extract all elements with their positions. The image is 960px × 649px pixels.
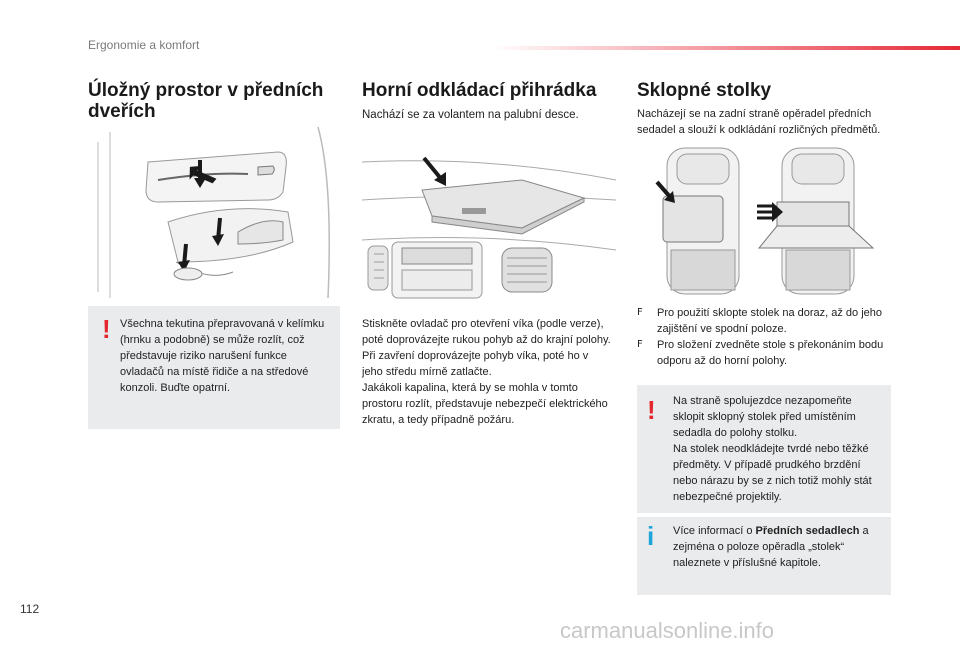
upper-compartment-instructions bbox=[362, 316, 612, 428]
warning-text: Všechna tekutina přepravovaná v kelímku (hrnku a podobně) se může rozlít, což představuje riziko narušení funkce ovladačů na místě řidiče a na středové konzoli. Buďte opatrní. bbox=[120, 318, 325, 394]
column-intro: Nachází se za volantem na palubní desce. bbox=[362, 109, 579, 121]
folding-table-steps bbox=[637, 305, 889, 369]
folding-table-illustration bbox=[637, 140, 889, 300]
exclamation-icon: ! bbox=[647, 395, 656, 425]
header-accent-bar bbox=[490, 46, 960, 50]
list-item: F Pro složení zvedněte stole s překonáním bodu odporu až do horní polohy. bbox=[637, 339, 884, 367]
section-header: Ergonomie a komfort bbox=[88, 38, 200, 52]
watermark: carmanualsonline.info bbox=[560, 618, 775, 643]
warning-box-folding-table bbox=[637, 385, 891, 513]
column-title-folding-tables: Sklopné stolky bbox=[637, 80, 772, 101]
door-storage-illustration bbox=[88, 122, 340, 298]
column-title-door-storage: Úložný prostor v předních dveřích bbox=[88, 80, 324, 122]
link-front-seats: Předních sedadlech bbox=[755, 525, 860, 537]
instruction-close: Při zavření doprovázejte pohyb víka, poté ho v jeho středu mírně zatlačte. bbox=[362, 350, 589, 378]
instruction-open: Stiskněte ovladač pro otevření víka (podle verze), poté doprovázejte rukou pohyb až do krajní polohy. bbox=[362, 318, 611, 346]
info-box-front-seats bbox=[637, 517, 891, 595]
page-number: 112 bbox=[20, 602, 40, 616]
dashboard-compartment-illustration bbox=[362, 140, 616, 310]
info-text: Více informací o Předních sedadlech a zejména o poloze opěradla „stolek“ naleznete v příslušné kapitole. bbox=[673, 525, 869, 569]
instruction-liquid-warning: Jakákoli kapalina, která by se mohla v tomto prostoru rozlít, představuje nebezpečí elektrického zkratu, a tedy případně požáru. bbox=[362, 382, 608, 426]
info-icon: i bbox=[647, 521, 655, 551]
arrow-bullet-icon: F bbox=[637, 307, 643, 318]
arrow-bullet-icon: F bbox=[637, 339, 643, 350]
exclamation-icon: ! bbox=[102, 314, 111, 344]
warning-box-door-storage bbox=[88, 306, 340, 429]
column-intro: Nacházejí se na zadní straně opěradel předních sedadel a slouží k odkládání rozličných předmětů. bbox=[637, 108, 881, 136]
list-item: F Pro použití sklopte stolek na doraz, až do jeho zajištění ve spodní poloze. bbox=[637, 307, 883, 335]
column-title-upper-compartment: Horní odkládací přihrádka bbox=[362, 80, 597, 101]
warning-text: Na straně spolujezdce nezapomeňte sklopit sklopný stolek před umístěním sedadla do polohy stolku. Na stolek neodkládejte tvrdé nebo těžké předměty. V případě prudkého brzdění nebo nárazu by se z nich totiž mohly stát nebezpečné projektily. bbox=[673, 395, 872, 503]
